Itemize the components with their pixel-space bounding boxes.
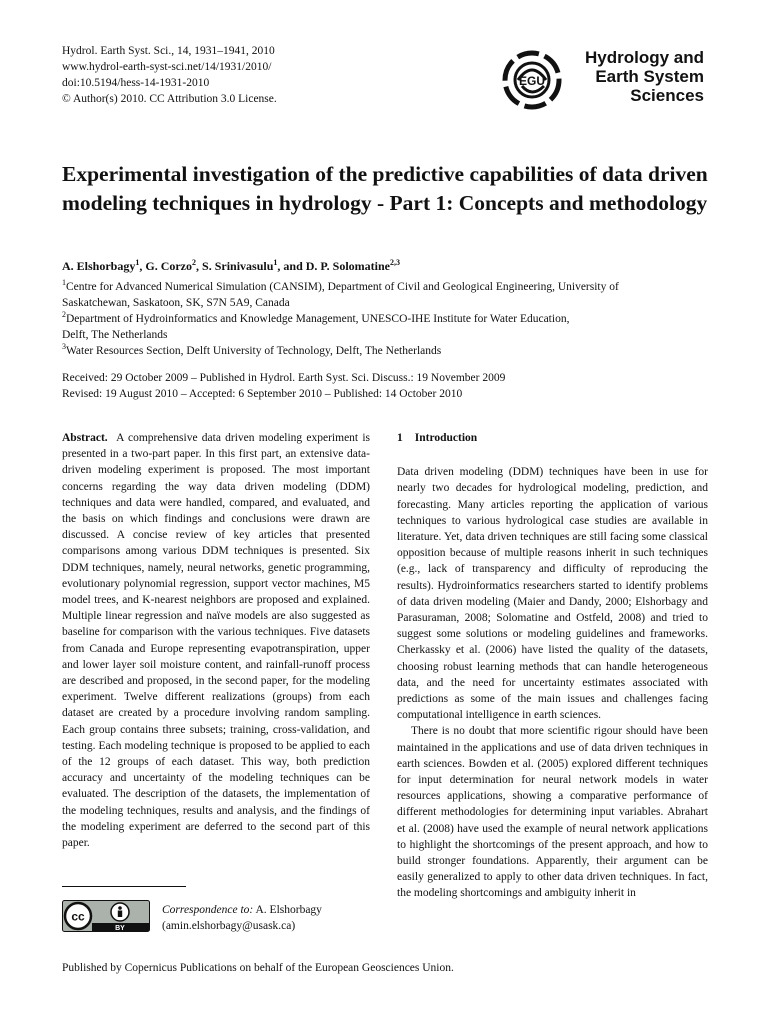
journal-name: [585, 48, 704, 105]
correspondence-line: [162, 902, 322, 918]
author-affil-mark: 2,3: [389, 258, 400, 267]
egu-logo-icon: [500, 46, 564, 112]
affiliation-1-cont: Saskatchewan, Saskatoon, SK, S7N 5A9, Canada: [62, 297, 290, 309]
author-separator: ,: [196, 259, 203, 273]
affiliation-number: 2: [62, 310, 66, 320]
author-name: G. Corzo: [145, 259, 193, 273]
section-title: Introduction: [414, 432, 478, 444]
dates-line-1: Received: 29 October 2009 – Published in Hydrol. Earth Syst. Sci. Discuss.: 19 November 2009: [62, 372, 506, 384]
dates-line-2: Revised: 19 August 2010 – Accepted: 6 September 2010 – Published: 14 October 2010: [62, 388, 463, 400]
author-separator: ,: [139, 259, 146, 273]
abstract-column: [62, 430, 370, 851]
intro-paragraph-2: There is no doubt that more scientific rigour should have been maintained in the applications and use of data driven techniques in earth sciences. Bowden et al. (2005) explored different techniques for input determination for neural network models in water resources applications, showing a comparative performance of different methodologies for determining input variables. Abrahart et al. (2008) have used the example of neural network applications to highlight the shortcomings of the present approach, and how to build stronger foundations. Apparently, their argument can be easily generalized to apply to other data driven techniques. In fact, the modeling shortcomings and ambiguity inherit in: [397, 725, 708, 900]
copyright-line: © Author(s) 2010. CC Attribution 3.0 License.: [62, 93, 277, 105]
footnote-divider: [62, 886, 186, 887]
cc-text: cc: [71, 909, 85, 924]
journal-name-line3: Sciences: [630, 86, 704, 105]
author-affil-mark: 1: [135, 258, 140, 267]
correspondence-name: A. Elshorbagy: [255, 904, 322, 916]
publication-dates: [62, 370, 505, 402]
by-text: BY: [115, 925, 125, 932]
affiliation-1: [62, 279, 722, 295]
author-list: [62, 259, 400, 274]
author-separator: , and: [277, 259, 306, 273]
author-name: D. P. Solomatine: [305, 259, 390, 273]
affiliation-number: 1: [62, 278, 66, 288]
correspondence-label: Correspondence to:: [162, 904, 254, 916]
intro-paragraph-1: Data driven modeling (DDM) techniques have been in use for nearly two decades for hydrological modeling, prediction, and forecasting. Many articles reporting the application of various techniques to various hydrological case studies are available in literature. Yet, data driven techniques are still facing some classical opposition because of multiple reasons inherit in such techniques (e.g., lack of transparency and difficulty of reproducing the results). Hydroinformatics researchers started to identify problems of data driven modeling (Maier and Dandy, 2000; Elshorbagy and Parasuraman, 2008; Solomatine and Ostfeld, 2008) and tried to suggest some solutions or modeling guidelines and frameworks. Cherkassky et al. (2006) have listed the quality of the datasets, choosing robust learning methods that can handle heterogeneous data, and the need for uncertainty estimates associated with predictions as some of the main issues and challenges facing computational intelligence in earth sciences.: [397, 466, 708, 722]
affiliation-text: Department of Hydroinformatics and Knowledge Management, UNESCO-IHE Institute for Water Education,: [66, 313, 570, 325]
affiliation-3: [62, 343, 722, 359]
author-affil-mark: 2: [192, 258, 197, 267]
author-name: A. Elshorbagy: [62, 259, 136, 273]
egu-logo-text: EGU: [518, 74, 546, 88]
correspondence-email[interactable]: (amin.elshorbagy@usask.ca): [162, 920, 296, 932]
abstract-heading: Abstract.: [62, 432, 108, 444]
paper-title: Experimental investigation of the predictive capabilities of data driven modeling techniques in hydrology - Part 1: Concepts and methodology: [62, 162, 708, 215]
journal-name-line1: Hydrology and: [584, 48, 704, 67]
affiliation-2-cont: Delft, The Netherlands: [62, 329, 168, 341]
cc-by-license-icon[interactable]: [62, 900, 150, 932]
journal-logo: [500, 46, 710, 112]
journal-name-line2: Earth System: [595, 67, 704, 86]
abstract: [62, 430, 370, 851]
publisher-footer: Published by Copernicus Publications on behalf of the European Geosciences Union.: [62, 962, 454, 974]
affiliation-text: Water Resources Section, Delft University of Technology, Delft, The Netherlands: [66, 345, 442, 357]
affiliation-text: Centre for Advanced Numerical Simulation (CANSIM), Department of Civil and Geological Engineering, University of: [66, 281, 619, 293]
abstract-body: A comprehensive data driven modeling experiment is presented in a two-part paper. In this first part, an extensive data-driven modeling experiment is proposed. The most important concerns regarding the way data driven modeling (DDM) techniques and data were handled, compared, and evaluated, and the basis on which findings and conclusions were drawn are discussed. A concise review of key articles that presented comparisons among various DDM techniques is presented. Six DDM techniques, namely, neural networks, genetic programming, evolutionary polynomial regression, support vector machines, M5 model trees, and K-nearest neighbors are proposed and explained. Multiple linear regression and naïve models are also suggested as baseline for comparison with the various techniques. Five datasets from Canada and Europe representing evapotranspiration, upper and lower layer soil moisture content, and rainfall-runoff process are described and proposed, in the second paper, for the modeling experiment. Twelve different realizations (groups) from each dataset are created by a procedure involving random sampling. Each group contains three subsets; training, cross-validation, and testing. Each modeling technique is proposed to be applied to each of the 12 groups of each dataset. This way, both prediction accuracy and uncertainty of the modeling techniques can be evaluated. The description of the datasets, the implementation of the modeling techniques, results and analysis, and the findings of the modeling experiment are deferred to the second part of this paper.: [62, 432, 370, 850]
affiliation-2: [62, 311, 722, 327]
affiliation-number: 3: [62, 342, 66, 352]
section-number: 1: [397, 432, 403, 444]
article-metadata: [62, 43, 277, 107]
citation-line: Hydrol. Earth Syst. Sci., 14, 1931–1941, 2010: [62, 45, 275, 57]
journal-url[interactable]: www.hydrol-earth-syst-sci.net/14/1931/2010/: [62, 61, 272, 73]
affiliations: [62, 279, 722, 359]
section-heading-introduction: [397, 430, 708, 446]
introduction-column: [397, 430, 708, 902]
doi-line[interactable]: doi:10.5194/hess-14-1931-2010: [62, 77, 210, 89]
author-affil-mark: 1: [273, 258, 278, 267]
author-name: S. Srinivasulu: [202, 259, 274, 273]
correspondence: [162, 902, 322, 934]
